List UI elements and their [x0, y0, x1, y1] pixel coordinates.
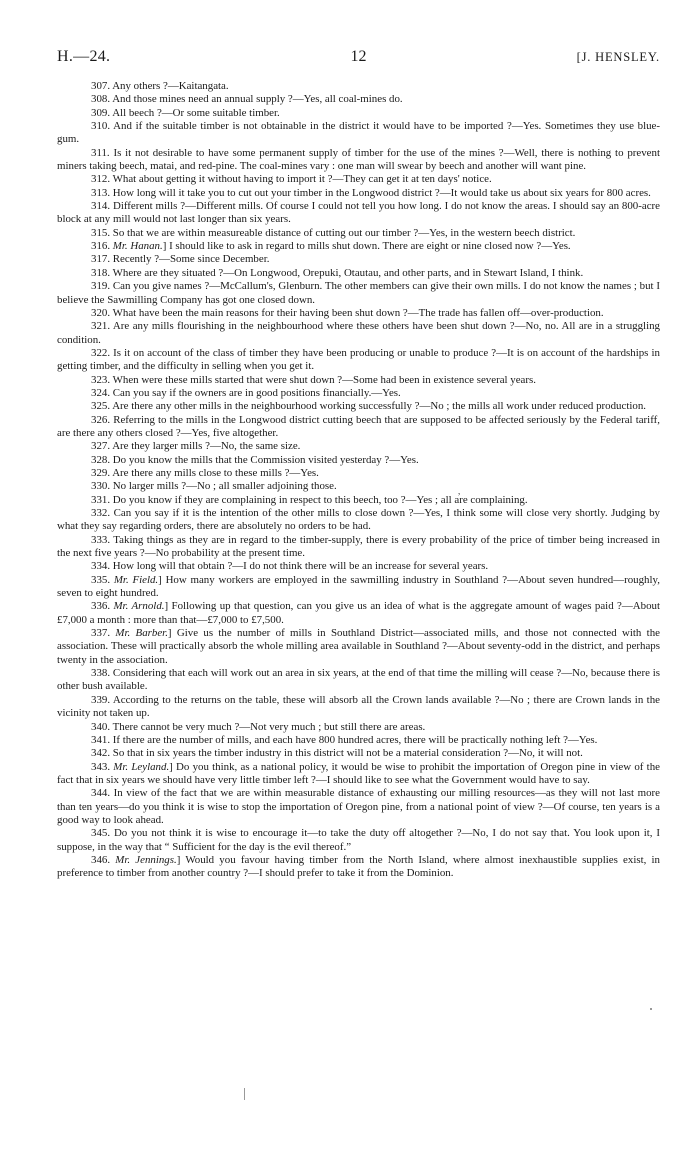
question-answer-text: Are there any other mills in the neighbourhood working successfully ?—No ; the mills all work under reduced production.: [112, 400, 647, 413]
question-paragraph: [57, 667, 660, 694]
page-number: 12: [350, 48, 367, 65]
question-paragraph: [57, 200, 660, 227]
question-number: 311.: [91, 146, 110, 159]
question-paragraph: [57, 827, 660, 854]
question-answer-text: There cannot be very much ?—Not very much ; but still there are areas.: [112, 720, 426, 733]
question-number: 323.: [91, 373, 111, 386]
question-answer-text: Can you say if it is the intention of the other mills to close down ?—Yes, I think some will close very shortly. Judging by what they say regarding orders, there are absolutely no orders to be had.: [57, 507, 660, 533]
question-number: 310.: [91, 120, 111, 133]
question-answer-text: Is it not desirable to have some permanent supply of timber for the use of the mines ?—Well, there is nothing to prevent miners taking beech, matai, and red-pine. The coal-mines vary : one man will swear by beech and another will want pine.: [57, 146, 660, 173]
question-answer-text: Recently ?—Some since December.: [112, 253, 270, 266]
question-number: 319.: [91, 280, 111, 293]
question-paragraph: [57, 93, 660, 106]
question-number: 337.: [91, 627, 111, 640]
question-paragraph: 336. Mr. Arnold.] Following up that question, can you give us an idea of what is the aggregate amount of wages paid ?—About £7,000 a month : more than that—£7,000 to £7,500.: [57, 600, 661, 626]
document-reference: H.—24.: [57, 48, 111, 65]
question-paragraph: [57, 173, 660, 186]
question-number: 315.: [91, 226, 111, 239]
question-number: 314.: [91, 200, 111, 213]
question-number: 332.: [91, 507, 111, 519]
question-number: 309.: [91, 106, 111, 119]
question-number: 316.: [91, 240, 111, 253]
question-paragraph: [57, 280, 660, 307]
speaker-name: Mr. Leyland.: [113, 760, 170, 773]
question-number: 346.: [91, 853, 111, 866]
question-paragraph: [57, 454, 660, 467]
question-paragraph: [57, 694, 660, 721]
question-number: 317.: [91, 253, 111, 266]
question-paragraph: [57, 80, 660, 93]
speaker-name: Mr. Field.: [113, 573, 159, 586]
page-header: [57, 48, 660, 74]
question-number: 334.: [91, 560, 111, 573]
question-answer-text: Would you favour having timber from the North Island, where almost inexhaustible supplies exist, in preference to timber from another country ?—I should prefer to take it from the Dominion.: [57, 853, 661, 880]
question-answer-text: If there are the number of mills, and each have 800 hundred acres, there will be practically nothing left ?—Yes.: [112, 733, 598, 746]
question-answer-text: Where are they situated ?—On Longwood, Orepuki, Otautau, and other parts, and in Stewart Island, I think.: [112, 266, 584, 279]
speaker-name: Mr. Jennings.: [115, 853, 177, 866]
question-number: 326.: [91, 413, 111, 426]
question-answer-text: How long will it take you to cut out your timber in the Longwood district ?—It would take us about six years for 800 acres.: [112, 186, 651, 199]
question-number: 313.: [91, 186, 111, 199]
question-answer-text: Referring to the mills in the Longwood district cutting beech that are supposed to be affected seriously by the Federal tariff, are there any others closed ?—Yes, five altogether.: [57, 413, 660, 439]
question-paragraph: [57, 253, 660, 266]
print-speck: [244, 1088, 245, 1100]
question-number: 340.: [91, 720, 111, 733]
question-paragraph: [57, 400, 660, 413]
question-number: 333.: [91, 533, 111, 546]
question-paragraph: [57, 787, 660, 827]
question-paragraph: [57, 374, 660, 387]
speaker-name: Mr. Hanan.: [112, 240, 163, 253]
question-paragraph: [57, 414, 660, 441]
question-number: 343.: [91, 760, 111, 773]
question-paragraph: [57, 747, 660, 760]
question-paragraph: [57, 347, 660, 374]
question-paragraph: 337. Mr. Barber.] Give us the number of mills in Southland District—associated mills, and those not connected with the association. These will practically absorb the whole milling area available in Southland ?—About seventy-odd in the district, and perhaps twenty in the association.: [57, 627, 660, 666]
question-answer-text: Is it on account of the class of timber they have been producing or unable to produce ?—It is on account of the hardships in getting timber, and the difficulty in selling when you get it.: [57, 346, 660, 373]
question-answer-text: And those mines need an annual supply ?—Yes, all coal-mines do.: [112, 93, 403, 106]
question-answer-text: Considering that each will work out an area in six years, at the end of that time the milling will cease ?—No, because there is other bush available.: [57, 667, 660, 693]
question-paragraph: [57, 507, 660, 534]
question-number: 318.: [91, 266, 111, 279]
testimony-body: [57, 80, 660, 881]
question-answer-text: Any others ?—Kaitangata.: [112, 80, 229, 92]
question-paragraph: [57, 440, 660, 453]
question-paragraph: [57, 467, 660, 480]
question-paragraph: [57, 734, 660, 747]
question-paragraph: [57, 147, 660, 174]
question-number: 336.: [91, 600, 111, 613]
question-paragraph: [57, 560, 660, 573]
question-paragraph: [57, 320, 660, 347]
question-answer-text: Do you not think it is wise to encourage it—to take the duty off altogether ?—No, I do not say that. You look upon it, I suppose, in the way that “ Sufficient for the day is the evil thereof.”: [57, 827, 660, 853]
question-number: 342.: [91, 747, 111, 760]
question-number: 322.: [91, 346, 111, 359]
question-paragraph: [57, 721, 660, 734]
question-answer-text: No larger mills ?—No ; all smaller adjoining those.: [112, 480, 337, 493]
question-answer-text: Give us the number of mills in Southland District—associated mills, and those not connected with the association. These will practically absorb the whole milling area available in Southland ?—About seventy-odd in the district, and perhaps twenty in the association.: [57, 627, 660, 666]
question-number: 327.: [91, 440, 111, 453]
question-answer-text: I should like to ask in regard to mills shut down. There are eight or nine closed now ?—Yes.: [169, 240, 571, 253]
question-paragraph: [57, 387, 660, 400]
question-answer-text: Do you think, as a national policy, it would be wise to prohibit the importation of Oregon pine in view of the fact that in six years we should have very little timber left ?—I should like to see what the Government would have to say.: [57, 760, 660, 786]
print-speck: [650, 1008, 652, 1010]
question-answer-text: Different mills ?—Different mills. Of course I could not tell you how long. I do not know the areas. I should say an 800-acre block at any mill would not last longer than six years.: [57, 200, 660, 226]
question-paragraph: [57, 120, 660, 147]
question-answer-text: Can you give names ?—McCallum's, Glenburn. The other members can give their own mills. I do not know the names ; but I believe the Sawmilling Company has got one closed down.: [57, 280, 660, 306]
speaker-name: Mr. Barber.: [115, 627, 168, 640]
question-answer-text: Are any mills flourishing in the neighbourhood where these others have been shut down ?—No, no. All are in a struggling condition.: [57, 320, 660, 346]
question-answer-text: What have been the main reasons for their having been shut down ?—The trade has fallen off—over-production.: [112, 306, 604, 319]
question-number: 331.: [91, 493, 111, 506]
question-answer-text: And if the suitable timber is not obtainable in the district it would have to be imported ?—Yes. Sometimes they use blue-gum.: [57, 120, 661, 146]
question-answer-text: Do you know the mills that the Commission visited yesterday ?—Yes.: [112, 453, 419, 466]
question-answer-text: How long will that obtain ?—I do not think there will be an increase for several years.: [112, 560, 489, 573]
question-number: 344.: [91, 787, 111, 800]
question-number: 324.: [91, 386, 111, 399]
question-answer-text: Do you know if they are complaining in respect to this beech, too ?—Yes ; all are complaining.: [112, 493, 528, 506]
question-answer-text: How many workers are employed in the sawmilling industry in Southland ?—About seven hundred—roughly, seven to eight hundred.: [57, 573, 660, 600]
question-paragraph: 343. Mr. Leyland.] Do you think, as a national policy, it would be wise to prohibit the importation of Oregon pine in view of the fact that in six years we should have very little timber left ?—I should like to see what the Government would have to say.: [57, 760, 660, 786]
question-answer-text: Following up that question, can you give us an idea of what is the aggregate amount of wages paid ?—About £7,000 a month : more than that—£7,000 to £7,500.: [57, 600, 661, 626]
question-number: 335.: [91, 573, 111, 586]
question-number: 330.: [91, 480, 111, 493]
question-answer-text: Are there any mills close to these mills ?—Yes.: [112, 466, 319, 479]
question-number: 329.: [91, 466, 111, 479]
question-paragraph: 335. Mr. Field.] How many workers are employed in the sawmilling industry in Southland ?—About seven hundred—roughly, seven to eight hundred.: [57, 573, 660, 600]
question-answer-text: Are they larger mills ?—No, the same size.: [112, 440, 301, 453]
question-answer-text: Taking things as they are in regard to the timber-supply, there is every probability of the price of timber being increased in the next five years ?—No probability at the present time.: [57, 533, 661, 560]
question-paragraph: 346. Mr. Jennings.] Would you favour having timber from the North Island, where almost inexhaustible supplies exist, in preference to timber from another country ?—I should prefer to take it from the Dominion.: [57, 853, 661, 880]
question-answer-text: What about getting it without having to import it ?—They can get it at ten days' notice.: [112, 173, 492, 186]
question-paragraph: [57, 494, 660, 507]
question-paragraph: [57, 480, 660, 493]
question-number: 312.: [91, 173, 111, 186]
question-paragraph: [57, 307, 660, 320]
question-answer-text: So that in six years the timber industry in this district will not be a material consideration ?—No, it will not.: [112, 747, 583, 760]
question-paragraph: [57, 187, 660, 200]
question-number: 320.: [91, 306, 111, 319]
question-paragraph: [57, 107, 660, 120]
witness-name: [J. HENSLEY.: [576, 50, 660, 64]
question-answer-text: Can you say if the owners are in good positions financially.—Yes.: [112, 386, 401, 399]
question-number: 308.: [91, 93, 111, 106]
question-paragraph: [57, 267, 660, 280]
question-number: 321.: [91, 320, 111, 333]
question-number: 338.: [91, 667, 111, 680]
question-paragraph: [57, 534, 660, 561]
question-number: 328.: [91, 453, 111, 466]
question-number: 307.: [91, 80, 111, 92]
print-mark: ,: [458, 486, 461, 496]
question-answer-text: So that we are within measureable distance of cutting out our timber ?—Yes, in the western beech district.: [112, 226, 576, 239]
question-paragraph: 316. Mr. Hanan.] I should like to ask in regard to mills shut down. There are eight or nine closed now ?—Yes.: [91, 240, 571, 253]
question-number: 341.: [91, 733, 111, 746]
question-answer-text: According to the returns on the table, these will absorb all the Crown lands available ?—No ; there are Crown lands in the vicinity not taken up.: [57, 693, 660, 720]
question-answer-text: In view of the fact that we are within measurable distance of exhausting our milling resources—as they will not last more than ten years—do you think it is wise to stop the importation of Oregon pine, from a national point of view ?—Of course, ten years is a good way to look ahead.: [57, 787, 660, 826]
question-answer-text: When were these mills started that were shut down ?—Some had been in existence several years.: [112, 373, 536, 386]
question-paragraph: [57, 227, 660, 240]
question-number: 325.: [91, 400, 111, 413]
question-number: 345.: [91, 827, 111, 840]
question-number: 339.: [91, 693, 111, 706]
speaker-name: Mr. Arnold.: [113, 600, 165, 613]
question-answer-text: All beech ?—Or some suitable timber.: [112, 106, 280, 119]
